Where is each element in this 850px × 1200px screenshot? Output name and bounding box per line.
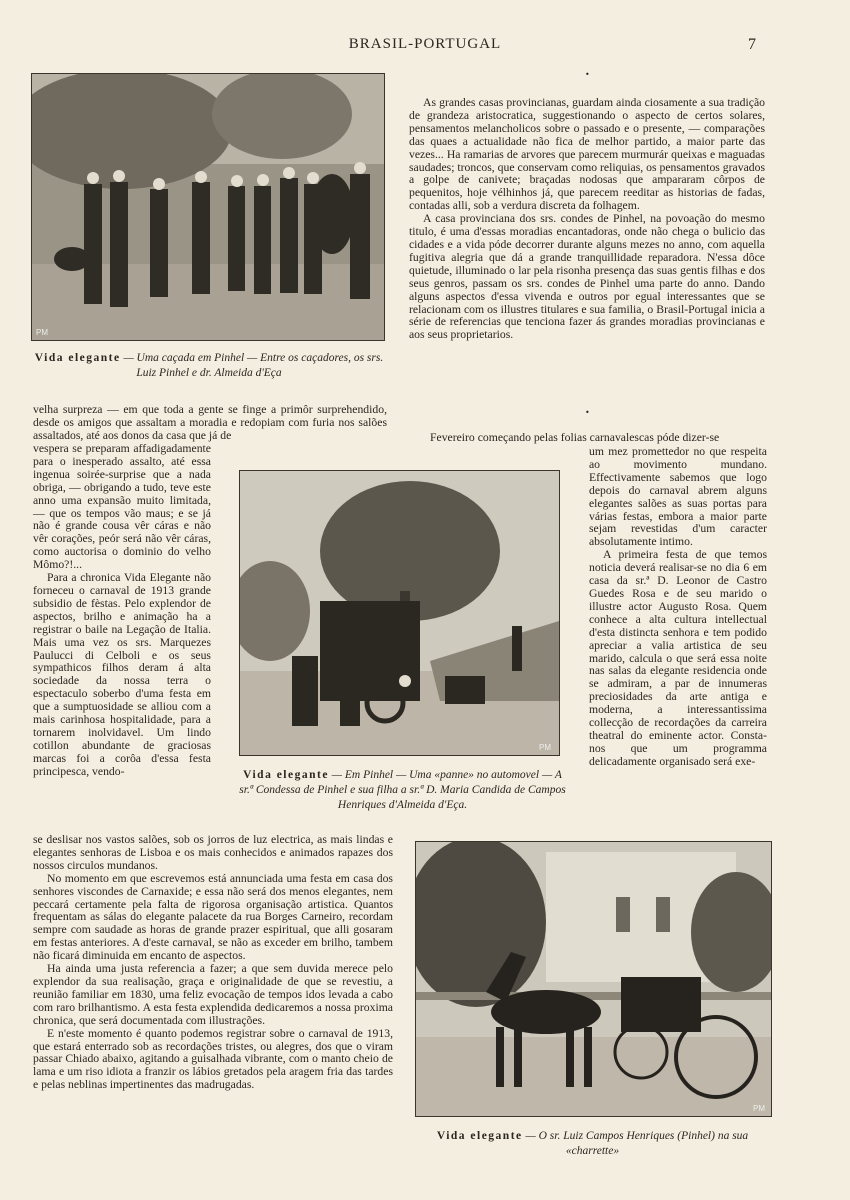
- intro-paragraph: A casa provinciana dos srs. condes de Pinhel, na povoação do mesmo titulo, é uma d'essas moradias encantadoras, onde não chega o bulicio das cidades e a vida póde decorrer durante alguns mezes no anno, com aquella fugitiva alegria que dá a grande tranquillidade reparadora. N'essa dôce quietude, illuminado o lar pela risonha presença das suas gentis filhas e dos seus genros, passam os srs. condes de Pinhel uma parte do anno. Dando alguns aspectos d'essa vivenda e outros por egual interessantes que se relacionam com os illustres titulares e sua familia, o Brasil-Portugal inicia a série de referencias que tenciona fazer ás grandes moradias provincianas e aos seus proprietarios.: [409, 212, 765, 342]
- caption-body: — Uma caçada em Pinhel — Entre os caçadores, os srs. Luiz Pinhel e dr. Almeida d'Eça: [120, 352, 384, 379]
- left-narrow-text: [33, 443, 211, 779]
- caption-body: — O sr. Luiz Campos Henriques (Pinhel) na sua «charrette»: [522, 1130, 749, 1157]
- caption-head: Vida elegante: [243, 769, 329, 781]
- paragraph: A primeira festa de que temos noticia deverá realisar-se no dia 6 em casa da sr.ª D. Leonor de Castro Guedes Rosa e de seu marido o illustre actor Augusto Rosa. Quem conhece a alta cultura intellectual d'esta distincta senhora e tem podido apreciar a valia artistica de seu marido, calcula o que será essa noite nas salas da elegante residencia onde se admiram, a par de innumeras preciosidades da arte antiga e moderna, a interessantissima collecção de recordações da carreira theatral do eminente actor. Consta-nos que um programma delicadamente organisado será exe-: [589, 548, 767, 768]
- photo-watermark: PM: [753, 1104, 765, 1113]
- ornament: •: [585, 408, 590, 417]
- intro-paragraph: As grandes casas provincianas, guardam ainda ciosamente a sua tradição de grandeza aristocratica, suggestionando o aspecto de certos solares, pensamentos melancholicos sobre o passado e o presente, — comparações das quaes a actualidade não fica de melhor partido, a maior parte das vezes... Ha ramarias de arvores que parecem murmurár queixas e maguadas saudades; troncos, que conservam como reliquias, os pensamentos gravados a golpe de canivete; braçadas nodosas que ampararam côrpos de pequenitos, hoje vélhinhos já, que parecem reeditar as historias de fadas, contadas alli, sob a verdura discreta da folhagem.: [409, 96, 765, 213]
- charrette-caption: [430, 1129, 755, 1159]
- automobile-caption: [239, 768, 566, 813]
- paragraph: um mez promettedor no que respeita ao movimento mundano. Effectivamente sabemos que logo depois do carnaval abrem alguns elegantes salões as suas portas para várias festas, embora a maior parte sejam revestidas d'um caracter absolutamente intimo.: [589, 445, 767, 549]
- paragraph: Ha ainda uma justa referencia a fazer; a que sem duvida merece pelo explendor da sua realisação, graça e originalidade de que se revestiu, a reunião familiar em 1830, uma feliz evocação de tempos idos levada a cabo com raro brilhantismo. A esta festa explendida dedicaremos a nossa proxima chronica, que será documentada com illustrações.: [33, 962, 393, 1027]
- charrette-photo: [415, 841, 772, 1117]
- right-top-text: [430, 432, 766, 445]
- automobile-photo: [239, 470, 560, 756]
- left-bottom-text: [33, 834, 393, 1092]
- paragraph: E n'este momento é quanto podemos registrar sobre o carnaval de 1913, que estará enterrado sob as recordações tristes, ou alegres, dos que o viram passar Chiado abaixo, agitando a guisalhada vibrante, com o manto cheio de lama e um riso idiota a franzir os lábios gretados pela aragem fria das tardes e pelas neblinas impertinentes das madrugadas.: [33, 1026, 393, 1092]
- caption-head: Vida elegante: [436, 1130, 523, 1142]
- caption-body: — Em Pinhel — Uma «panne» no automovel — A sr.ª Condessa de Pinhel e sua filha a sr.ª D. Maria Candida de Campos Henriques d'Almeida d'Eça.: [239, 769, 566, 811]
- hunting-party-caption: [31, 351, 387, 381]
- ornament: •: [585, 70, 590, 79]
- page-number: 7: [748, 36, 756, 53]
- paragraph: Fevereiro começando pelas folias carnavalescas póde dizer-se: [430, 431, 720, 444]
- paragraph: vespera se preparam affadigadamente para o inesperado assalto, até essa ingenua soirée-surprise que a nada obriga, — obrigando a tudo, teve este anno uma expansão muito limitada, — que os tempos vão maus; e se já não é grande cousa vêr cáras e não vêr corações, peór será não vêr cáras, como auctorisa o dominio do velho Mômo?!...: [33, 442, 211, 572]
- right-narrow-text: [589, 446, 767, 769]
- photo-watermark: PM: [539, 743, 551, 752]
- running-head: BRASIL-PORTUGAL: [348, 36, 502, 52]
- paragraph: Para a chronica Vida Elegante não forneceu o carnaval de 1913 grande subsidio de fèstas. Pelo explendor de aspectos, brilho e animação ha a registrar o baile na Legação de Italia. Mais uma vez os srs. Marquezes Paulucci di Celboli e os seus sympathicos filhos deram á alta sociedade da nossa terra o espectaculo soberbo d'uma festa em que a sumptuosidade se alliou com a mais carinhosa hospitalidade, para a tornarem inolvidavel. Um lindo cotillon abundante de graciosas marcas foi a corôa d'essa festa principesca, vendo-: [33, 571, 211, 778]
- hunting-party-photo: [31, 73, 385, 341]
- caption-head: Vida elegante: [34, 352, 121, 364]
- photo-watermark: PM: [36, 328, 48, 337]
- paragraph: No momento em que escrevemos está annunciada uma festa em casa dos senhores viscondes de Carnaxide; e essa não será dos menos elegantes, nem peccará certamente pela falta de rigorosa organisação artistica. Quantos frequentam as sálas do elegante palacete da rua Borges Carneiro, recordam sempre com saudade as horas de grande prazer espiritual, que alli gosaram em festas anteriores. A d'este carnaval, se não as exceder em brilho, tambem não ficará diminuida em encanto de aspectos.: [33, 871, 393, 963]
- paragraph: se deslisar nos vastos salões, sob os jorros de luz electrica, as mais lindas e elegantes senhoras de Lisboa e os mais conhecidos e animados rapazes dos nossos circulos mundanos.: [33, 833, 393, 872]
- left-top-text: [33, 404, 387, 443]
- paragraph: velha surpreza — em que toda a gente se finge a primôr surprehendido, desde os amigos que assaltam a moradia e redopiam com furia nos salões assaltados, até aos donos da casa que já de: [33, 403, 387, 442]
- intro-text: [409, 97, 765, 342]
